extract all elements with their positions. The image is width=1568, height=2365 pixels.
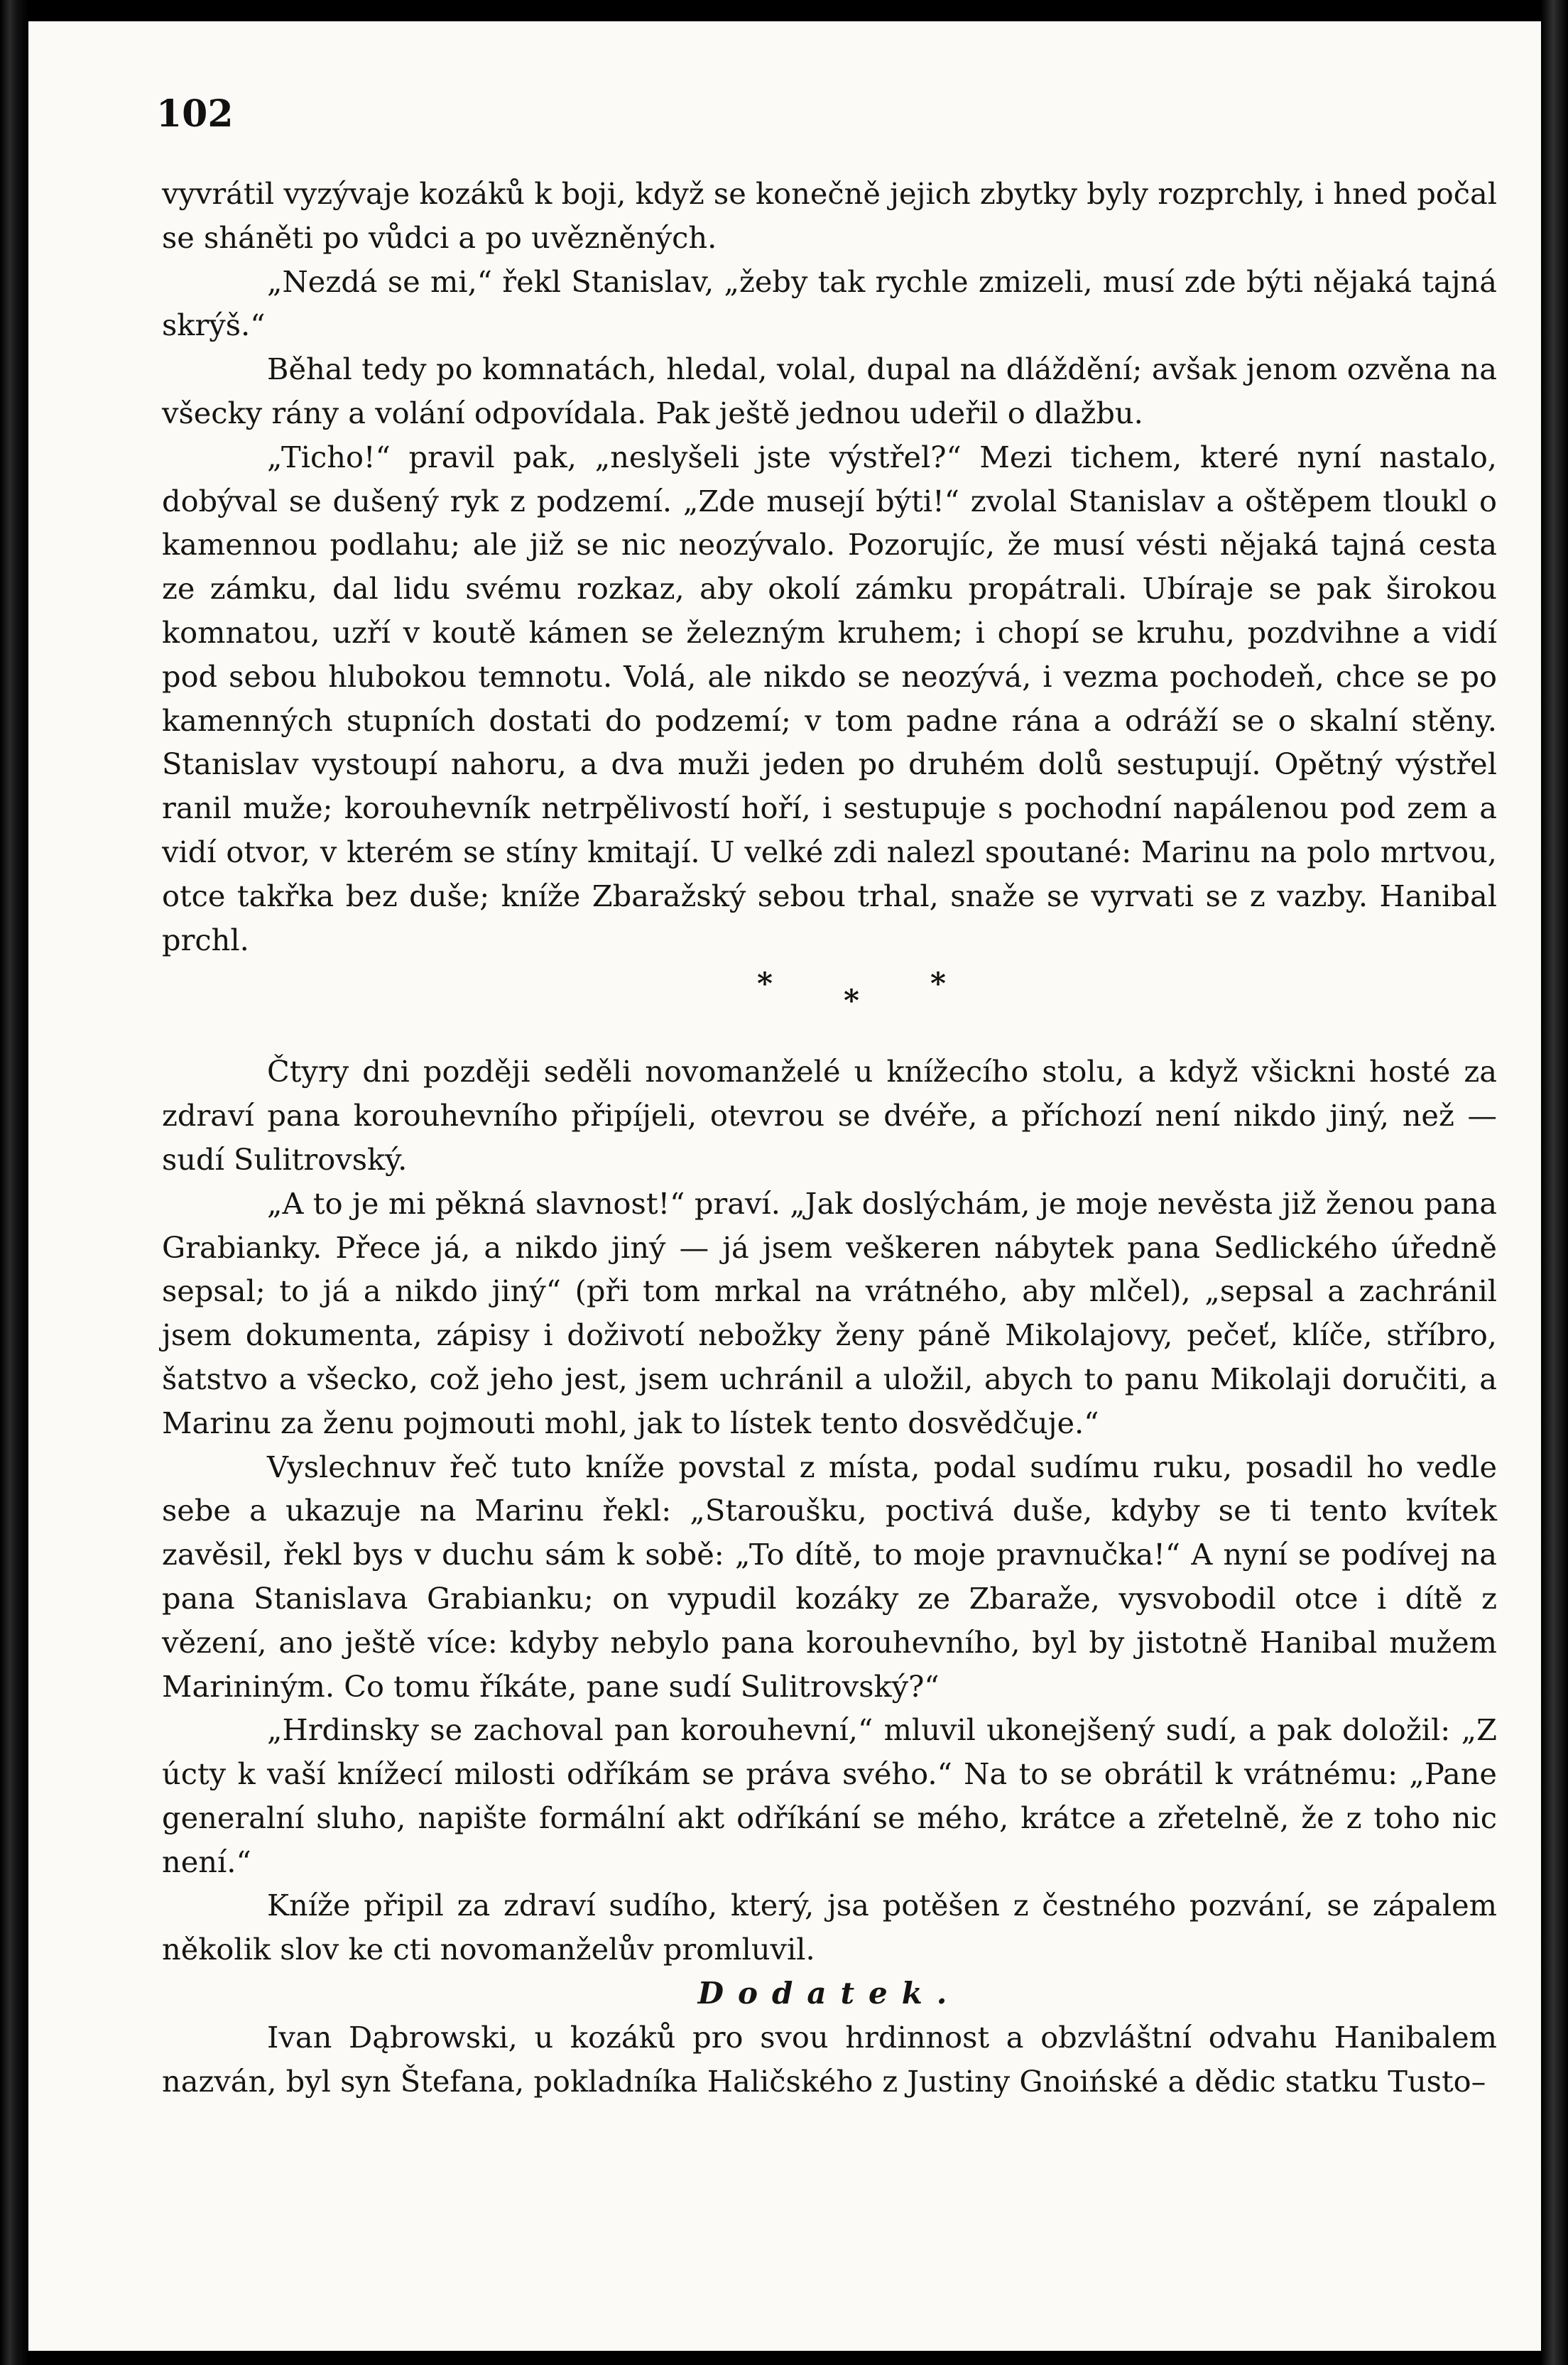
separator-star: * — [930, 966, 946, 1001]
scan-edge-left — [0, 0, 28, 2365]
paragraph: Kníže připil za zdraví sudího, který, jsa potěšen z čestného pozvání, se zápalem několik slov ke cti novomanželův promluvil. — [162, 1888, 1497, 1967]
separator-star: * — [844, 983, 859, 1018]
paragraph: Ivan Dąbrowski, u kozáků pro svou hrdinnost a obzvláštní odvahu Hanibalem nazván, byl syn Štefana, pokladníka Haličského z Justiny Gnoińské a dědic statku Tusto– — [162, 2019, 1497, 2099]
section-heading: Dodatek. — [697, 1976, 962, 2011]
paragraph: „Hrdinsky se zachoval pan korouhevní,“ mluvil ukonejšený sudí, a pak doložil: „Z úcty k vaší knížecí milosti odříkám se práva svého.“ Na to se obrátil k vrátnému: „Pane generalní sluho, napište formální akt odříkání se mého, krátce a zřetelně, že z toho nic není.“ — [162, 1712, 1497, 1879]
paragraph: Vyslechnuv řeč tuto kníže povstal z místa, podal sudímu ruku, posadil ho vedle sebe a ukazuje na Marinu řekl: „Staroušku, poctivá duše, kdyby se ti tento kvítek zavěsil, řekl bys v duchu sám k sobě: „To dítě, to moje pravnučka!“ A nyní se podívej na pana Stanislava Grabianku; on vypudil kozáky ze Zbaraže, vysvobodil otce i dítě z vězení, ano ještě více: kdyby nebylo pana korouhevního, byl by jistotně Hanibal mužem Marininým. Co tomu říkáte, pane sudí Sulitrovský?“ — [162, 1449, 1497, 1704]
page-text — [162, 172, 1497, 2103]
paragraph: Čtyry dni později seděli novomanželé u knížecího stolu, a když všickni hosté za zdraví pana korouhevního připíjeli, otevrou se dvéře, a příchozí není nikdo jiný, než — sudí Sulitrovský. — [162, 1054, 1497, 1177]
paragraph: Běhal tedy po komnatách, hledal, volal, dupal na dláždění; avšak jenom ozvěna na všecky rány a volání odpovídala. Pak ještě jednou udeřil o dlažbu. — [162, 352, 1497, 430]
section-separator — [162, 962, 1497, 1050]
paragraph: „A to je mi pěkná slavnost!“ praví. „Jak doslýchám, je moje nevěsta již ženou pana Grabianky. Přece já, a nikdo jiný — já jsem veškeren nábytek pana Sedlického úředně sepsal; to já a nikdo jiný“ (při tom mrkal na vrátného, aby mlčel), „sepsal a zachránil jsem dokumenta, zápisy i doživotí nebožky ženy páně Mikolajovy, pečeť, klíče, stříbro, šatstvo a všecko, což jeho jest, jsem uchránil a uložil, abych to panu Mikolaji doručiti, a Marinu za ženu pojmouti mohl, jak to lístek tento dosvědčuje.“ — [162, 1185, 1497, 1440]
paragraph: „Nezdá se mi,“ řekl Stanislav, „žeby tak rychle zmizeli, musí zde býti nějaká tajná skrýš.“ — [162, 263, 1497, 343]
separator-star: * — [757, 966, 773, 1001]
scan-edge-right — [1541, 0, 1568, 2365]
paragraph: „Ticho!“ pravil pak, „neslyšeli jste výstřel?“ Mezi tichem, které nyní nastalo, dobýval se dušený ryk z podzemí. „Zde musejí býti!“ zvolal Stanislav a oštěpem tloukl o kamennou podlahu; ale již se nic neozývalo. Pozorujíc, že musí vésti nějaká tajná cesta ze zámku, dal lidu svému rozkaz, aby okolí zámku propátrali. Ubíraje se pak širokou komnatou, uzří v koutě kámen se železným kruhem; i chopí se kruhu, pozdvihne a vidí pod sebou hlubokou temnotu. Volá, ale nikdo se neozývá, i vezma pochodeň, chce se po kamenných stupních dostati do podzemí; v tom padne rána a odráží se o skalní stěny. Stanislav vystoupí nahoru, a dva muži jeden po druhém dolů sestupují. Opětný výstřel ranil muže; korouhevník netrpělivostí hoří, i sestupuje s pochodní napálenou pod zem a vidí otvor, v kterém se stíny kmitají. U velké zdi nalezl spoutané: Marinu na polo mrtvou, otce takřka bez duše; kníže Zbaražský sebou trhal, snaže se vyrvati se z vazby. Hanibal prchl. — [162, 439, 1497, 957]
book-page — [28, 21, 1541, 2351]
paragraph: vyvrátil vyzývaje kozáků k boji, když se konečně jejich zbytky byly rozprchly, i hned počal se sháněti po vůdci a po uvězněných. — [162, 176, 1497, 255]
page-number: 102 — [156, 92, 234, 136]
